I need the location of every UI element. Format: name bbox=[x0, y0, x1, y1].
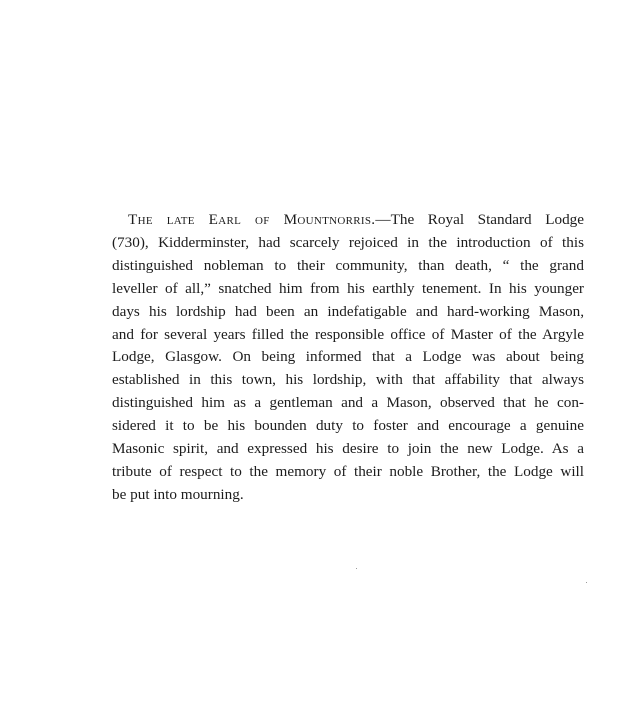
article-line bbox=[112, 209, 584, 232]
article-line: days his lordship had been an indefatigable and hard-working Mason, bbox=[112, 302, 584, 320]
article-line: (730), Kidderminster, had scarcely rejoiced in the introduction of this bbox=[112, 233, 584, 251]
article-line: Lodge, Glasgow. On being informed that a Lodge was about being bbox=[112, 348, 584, 366]
article-line: established in this town, his lordship, with that affability that always bbox=[112, 371, 584, 389]
article-line: distinguished nobleman to their community, than death, “ the grand bbox=[112, 256, 584, 274]
article-line-text: The Royal Standard Lodge bbox=[390, 211, 584, 228]
article-line: distinguished him as a gentleman and a Mason, observed that he con- bbox=[112, 394, 584, 412]
article-line: Masonic spirit, and expressed his desire to join the new Lodge. As a bbox=[112, 440, 584, 458]
article-line: and for several years filled the responsible office of Master of the Argyle bbox=[112, 325, 584, 343]
scan-speck bbox=[356, 568, 357, 569]
article-line: sidered it to be his bounden duty to foster and encourage a genuine bbox=[112, 417, 584, 435]
article-line: leveller of all,” snatched him from his earthly tenement. In his younger bbox=[112, 279, 584, 297]
heading-dash: — bbox=[375, 211, 391, 228]
article-paragraph bbox=[112, 209, 584, 507]
article-line: be put into mourning. bbox=[112, 485, 244, 503]
scan-speck bbox=[586, 582, 587, 583]
article-heading: The late Earl of Mountnorris. bbox=[128, 211, 376, 228]
article-line: tribute of respect to the memory of their noble Brother, the Lodge will bbox=[112, 462, 584, 480]
